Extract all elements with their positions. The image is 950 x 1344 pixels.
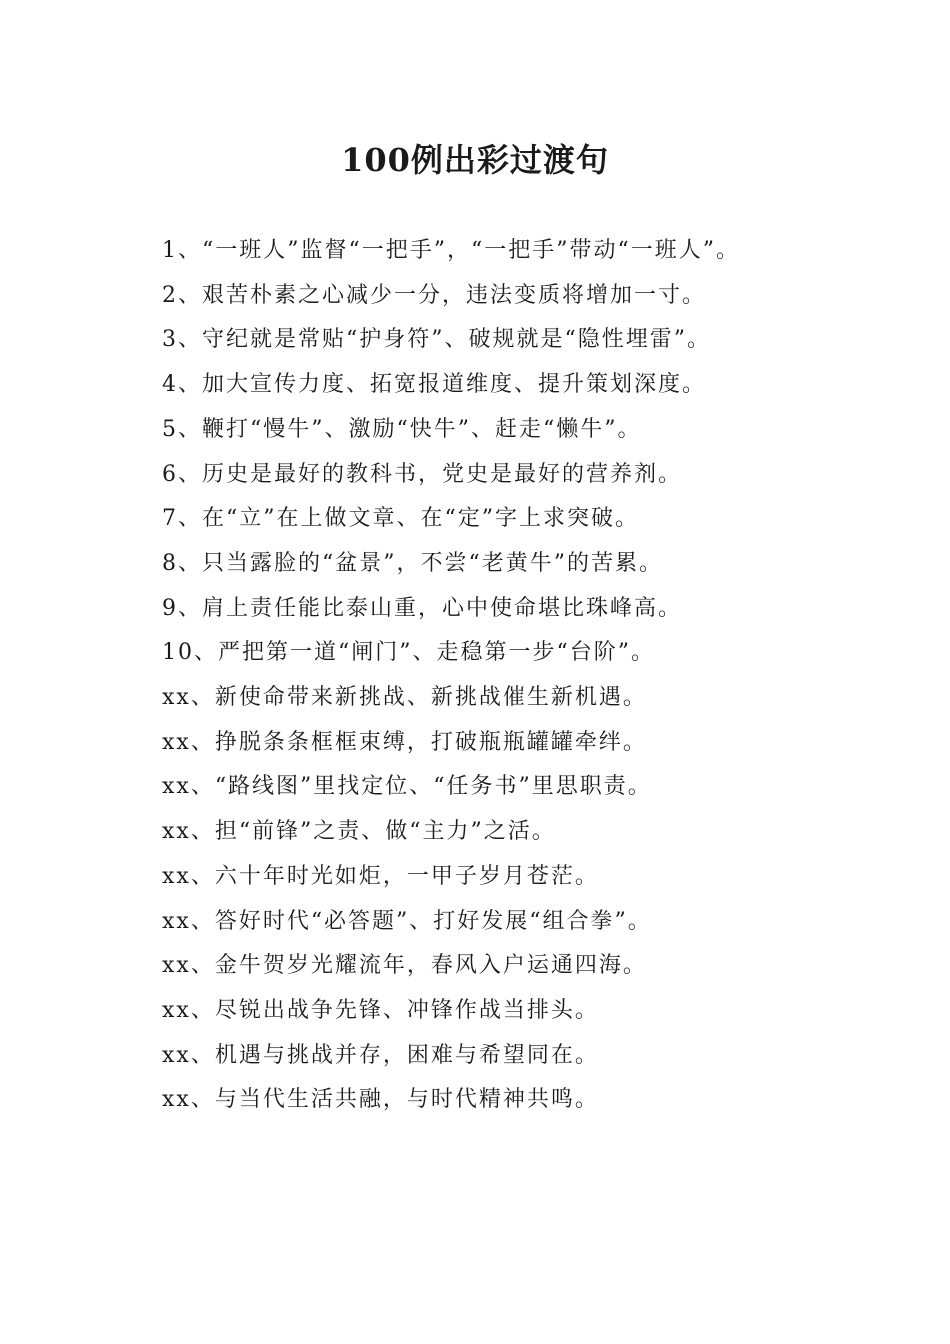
list-item: 5、鞭打“慢牛”、激励“快牛”、赶走“懒牛”。 bbox=[162, 416, 642, 442]
list-item: xx、尽锐出战争先锋、冲锋作战当排头。 bbox=[162, 997, 599, 1023]
document-title: 100例出彩过渡句 bbox=[341, 141, 609, 179]
list-item: xx、六十年时光如炬，一甲子岁月苍茫。 bbox=[162, 863, 599, 889]
list-item: xx、与当代生活共融，与时代精神共鸣。 bbox=[162, 1087, 599, 1113]
list-item: xx、“路线图”里找定位、“任务书”里思职责。 bbox=[162, 774, 652, 800]
list-item: 1、“一班人”监督“一把手”，“一把手”带动“一班人”。 bbox=[162, 238, 740, 263]
list-item: xx、答好时代“必答题”、打好发展“组合拳”。 bbox=[162, 908, 652, 934]
list-item: xx、挣脱条条框框束缚，打破瓶瓶罐罐牵绊。 bbox=[162, 729, 647, 755]
list-item: xx、金牛贺岁光耀流年，春风入户运通四海。 bbox=[162, 953, 647, 979]
list-item: xx、机遇与挑战并存，困难与希望同在。 bbox=[162, 1042, 599, 1068]
sentence-list bbox=[118, 229, 830, 1123]
list-item: xx、新使命带来新挑战、新挑战催生新机遇。 bbox=[162, 685, 647, 711]
list-item: 4、加大宣传力度、拓宽报道维度、提升策划深度。 bbox=[162, 372, 706, 398]
list-item: 10、严把第一道“闸门”、走稳第一步“台阶”。 bbox=[162, 640, 655, 666]
list-item: 8、只当露脸的“盆景”，不尝“老黄牛”的苦累。 bbox=[162, 550, 663, 576]
list-item: 9、肩上责任能比泰山重，心中使命堪比珠峰高。 bbox=[162, 595, 682, 621]
list-item: 2、艰苦朴素之心减少一分，违法变质将增加一寸。 bbox=[162, 282, 706, 308]
list-item: 3、守纪就是常贴“护身符”、破规就是“隐性埋雷”。 bbox=[162, 327, 711, 353]
list-item: xx、担“前锋”之责、做“主力”之活。 bbox=[162, 819, 556, 845]
list-item: 7、在“立”在上做文章、在“定”字上求突破。 bbox=[162, 506, 639, 532]
list-item: 6、历史是最好的教科书，党史是最好的营养剂。 bbox=[162, 461, 682, 487]
